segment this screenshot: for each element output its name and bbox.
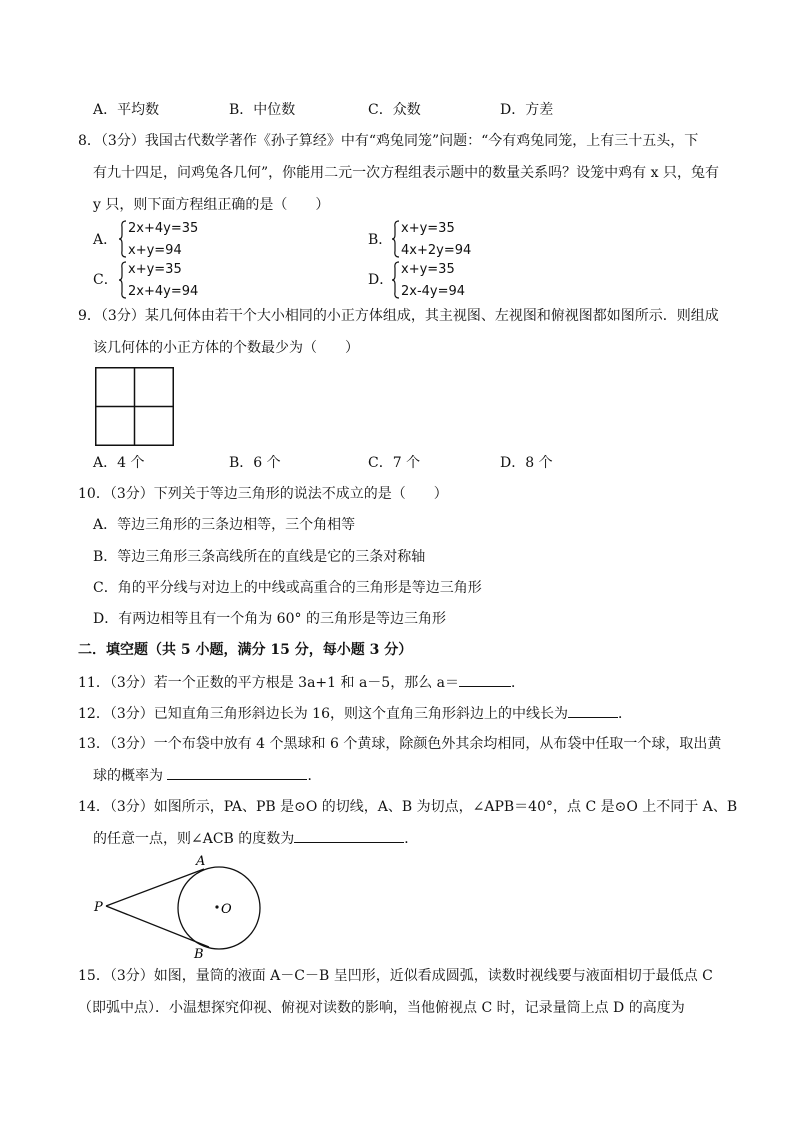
q14-line2 — [93, 828, 418, 849]
q8-stem-line1: 8．（3分）我国古代数学著作《孙子算经》中有“鸡兔同笼”问题：“今有鸡兔同笼，上有三十五头，下 — [78, 133, 699, 149]
center-dot — [215, 905, 218, 908]
q10-option-d: D．有两边相等且有一个角为 60° 的三角形是等边三角形 — [93, 611, 446, 627]
q8-option-c-label: C． — [93, 272, 118, 288]
q8-stem-line3: y 只，则下面方程组正确的是（ ） — [93, 197, 330, 213]
q7-option-a: A．平均数 — [93, 102, 160, 118]
q8-option-d-label: D． — [368, 272, 394, 288]
q10-option-a: A．等边三角形的三条边相等，三个角相等 — [93, 517, 356, 533]
q8-option-d-eq1: x+y=35 — [401, 262, 455, 277]
q12-answer-blank — [568, 703, 618, 718]
q8-option-d-eq2: 2x-4y=94 — [401, 284, 466, 299]
q13-text: 球的概率为 — [93, 768, 168, 784]
q14-end: ． — [404, 831, 419, 847]
q9-stem-line2: 该几何体的小正方体的个数最少为（ ） — [93, 340, 359, 356]
brace-icon — [118, 219, 128, 259]
q8-option-a-label: A． — [93, 232, 118, 248]
q13-answer-blank — [167, 765, 307, 780]
q9-view-figure — [95, 367, 175, 447]
q12-text: 12．（3分）已知直角三角形斜边长为 16，则这个直角三角形斜边上的中线长为 — [78, 706, 568, 722]
q8-option-c-eq1: x+y=35 — [128, 262, 182, 277]
q7-option-c: C．众数 — [368, 102, 421, 118]
q8-option-a-eq2: x+y=94 — [128, 243, 182, 258]
q7-option-b: B．中位数 — [229, 102, 296, 118]
q11-line — [78, 672, 525, 693]
q13-stem-line1: 13．（3分）一个布袋中放有 4 个黑球和 6 个黄球，除颜色外其余均相同，从布袋中任取一个球，取出黄 — [78, 736, 722, 752]
label-a: A — [196, 854, 206, 869]
q15-stem-line2: （即弧中点）．小温想探究仰视、俯视对读数的影响，当他俯视点 C 时，记录量筒上点 D 的高度为 — [78, 1000, 685, 1016]
q9-option-a: A．4 个 — [93, 455, 145, 471]
tangent-pb — [106, 906, 209, 947]
q8-option-b-eq2: 4x+2y=94 — [401, 243, 472, 258]
section2-title: 二．填空题（共 5 小题，满分 15 分，每小题 3 分） — [78, 642, 413, 658]
q14-answer-blank — [294, 828, 404, 843]
q9-option-b: B．6 个 — [229, 455, 281, 471]
q13-end: ． — [307, 768, 322, 784]
q8-option-c-system — [118, 260, 228, 300]
q8-option-b-eq1: x+y=35 — [401, 221, 455, 236]
brace-icon — [391, 260, 401, 300]
q7-option-d: D．方差 — [500, 102, 554, 118]
circle-o — [178, 867, 260, 949]
tangent-pa — [106, 869, 204, 906]
q15-stem-line1: 15．（3分）如图，量筒的液面 A－C－B 呈凹形，近似看成圆弧，读数时视线要与液面相切于最低点 C — [78, 968, 713, 984]
q10-option-b: B．等边三角形三条高线所在的直线是它的三条对称轴 — [93, 549, 426, 565]
q13-line2 — [93, 765, 321, 786]
q8-option-c-eq2: 2x+4y=94 — [128, 284, 199, 299]
q9-stem-line1: 9．（3分）某几何体由若干个大小相同的小正方体组成，其主视图、左视图和俯视图都如图所示．则组成 — [78, 308, 719, 324]
q14-tangent-figure — [88, 848, 278, 963]
q10-stem: 10．（3分）下列关于等边三角形的说法不成立的是（ ） — [78, 486, 448, 502]
q12-end: ． — [617, 706, 632, 722]
q8-option-b-label: B． — [368, 232, 393, 248]
q9-option-d: D．8 个 — [500, 455, 553, 471]
q11-text: 11．（3分）若一个正数的平方根是 3a+1 和 a－5，那么 a＝ — [78, 675, 460, 691]
brace-icon — [118, 260, 128, 300]
q8-option-d-system — [391, 260, 501, 300]
q8-option-b-system — [391, 219, 501, 259]
q11-end: ． — [511, 675, 526, 691]
label-p: P — [94, 900, 103, 915]
q10-option-c: C．角的平分线与对边上的中线或高重合的三角形是等边三角形 — [93, 580, 482, 596]
q8-option-a-eq1: 2x+4y=35 — [128, 221, 199, 236]
q8-stem-line2: 有九十四足，问鸡兔各几何”，你能用二元一次方程组表示题中的数量关系吗？设笼中鸡有 x 只，兔有 — [93, 165, 719, 181]
brace-icon — [391, 219, 401, 259]
q14-text: 的任意一点，则∠ACB 的度数为 — [93, 831, 295, 847]
label-b: B — [194, 947, 204, 962]
q8-option-a-system — [118, 219, 228, 259]
label-o: O — [221, 902, 232, 917]
q11-answer-blank — [459, 672, 511, 687]
q12-line — [78, 703, 632, 724]
q9-option-c: C．7 个 — [368, 455, 421, 471]
q14-stem-line1: 14．（3分）如图所示，PA、PB 是⊙O 的切线，A、B 为切点，∠APB＝40°，点 C 是⊙O 上不同于 A、B — [78, 799, 738, 815]
